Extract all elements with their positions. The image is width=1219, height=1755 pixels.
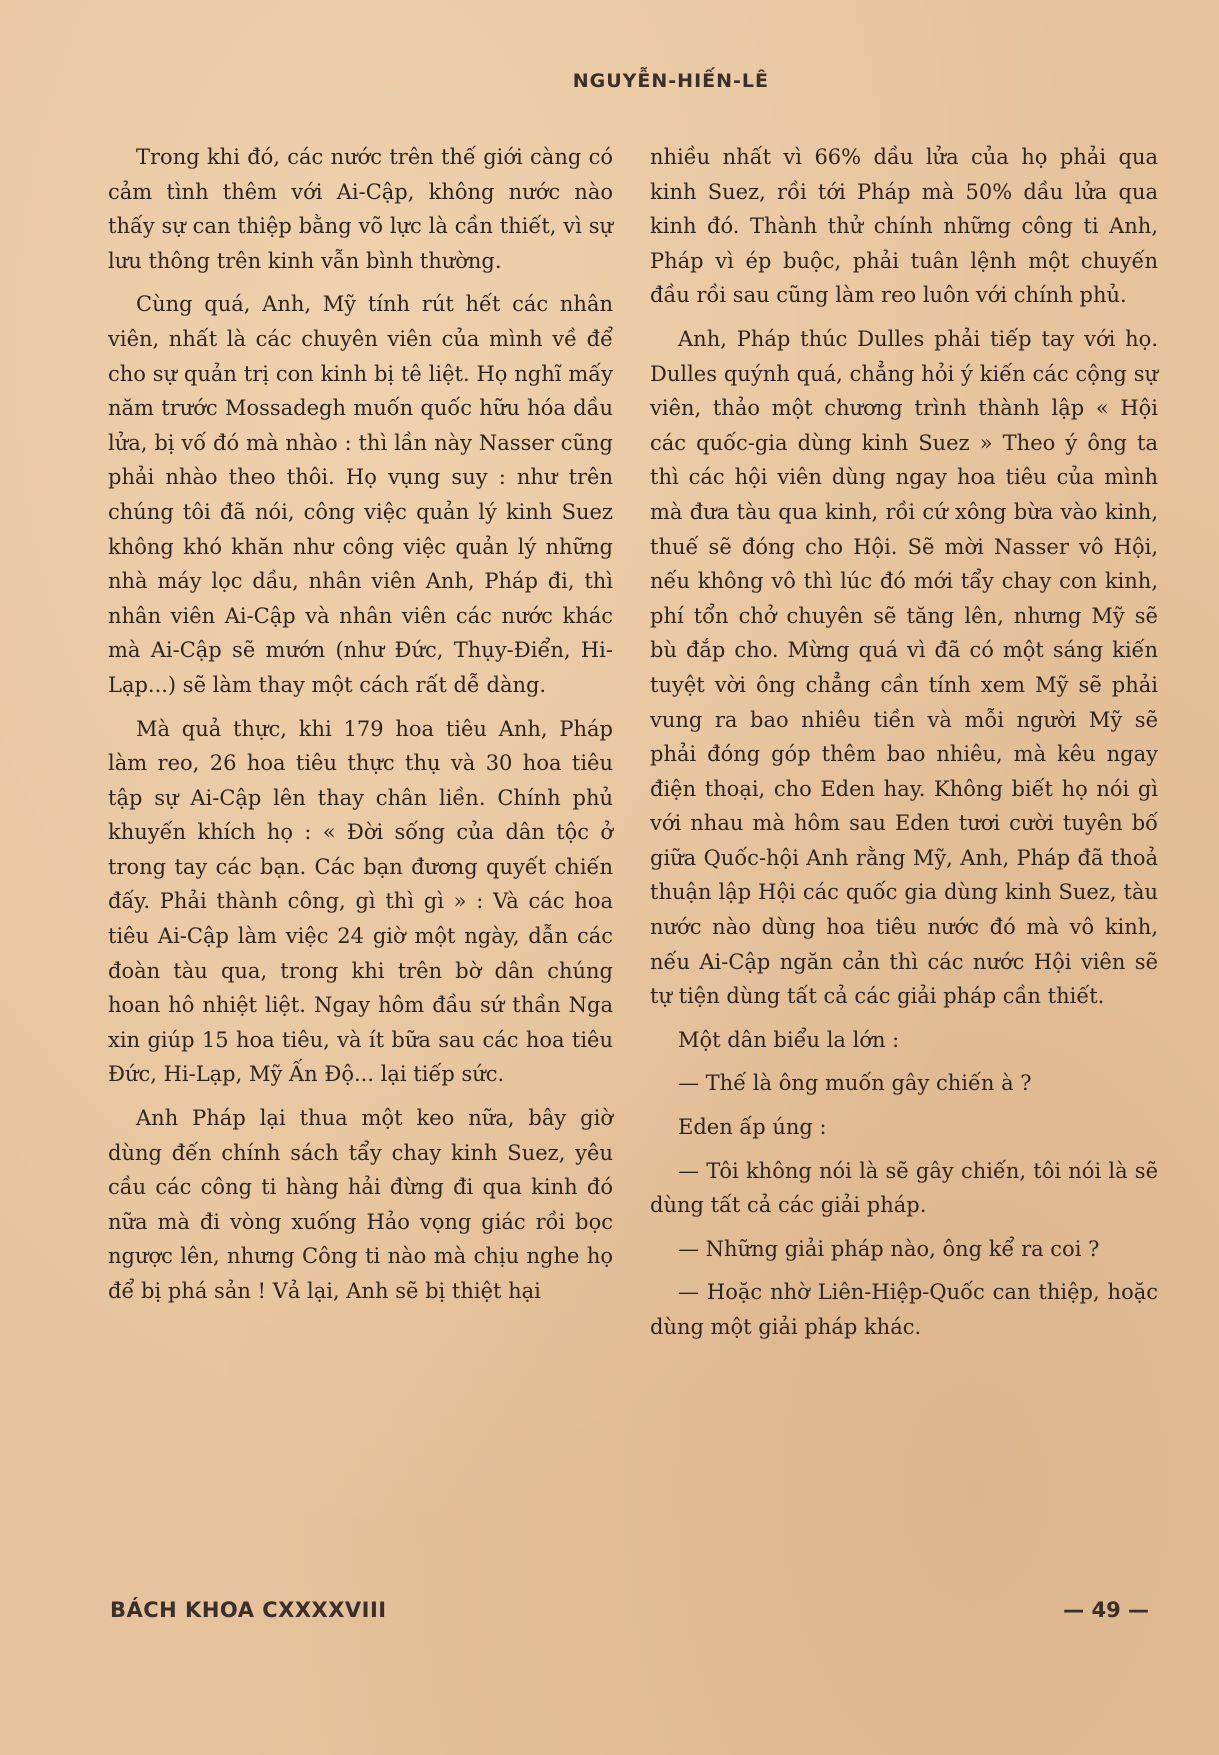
dialogue-line: — Tôi không nói là sẽ gây chiến, tôi nói là sẽ dùng tất cả các giải pháp. [650,1158,1158,1218]
footer-publication: BÁCH KHOA CXXXXVIII [110,1598,387,1622]
paragraph: Một dân biểu la lớn : [678,1027,900,1052]
paragraph: Cùng quá, Anh, Mỹ tính rút hết các nhân viên, nhất là các chuyên viên của mình về để cho sự quản trị con kinh bị tê liệt. Họ nghĩ mấy năm trước Mossadegh muốn quốc hữu hóa dầu lửa, bị vố đó mà nhào : thì lần này Nasser cũng phải nhào theo thôi. Họ vụng suy : như trên chúng tôi đã nói, công việc quản lý kinh Suez không khó khăn như công việc quản lý những nhà máy lọc dầu, nhân viên Anh, Pháp đi, thì nhân viên Ai-Cập và nhân viên các nước khác mà Ai-Cập sẽ mướn (như Đức, Thụy-Điển, Hi-Lạp...) sẽ làm thay một cách rất dễ dàng. [108,292,613,697]
left-text-column [108,140,613,1318]
paragraph: Mà quả thực, khi 179 hoa tiêu Anh, Pháp làm reo, 26 hoa tiêu thực thụ và 30 hoa tiêu tập sự Ai-Cập lên thay chân liền. Chính phủ khuyến khích họ : « Đời sống của dân tộc ở trong tay các bạn. Các bạn đương quyết chiến đấy. Phải thành công, gì thì gì » : Và các hoa tiêu Ai-Cập làm việc 24 giờ một ngày, dẫn các đoàn tàu qua, trong khi trên bờ dân chúng hoan hô nhiệt liệt. Ngay hôm đầu sứ thần Nga xin giúp 15 hoa tiêu, và ít bữa sau các hoa tiêu Đức, Hi-Lạp, Mỹ Ấn Độ... lại tiếp sức. [108,716,613,1087]
paragraph: Anh Pháp lại thua một keo nữa, bây giờ dùng đến chính sách tẩy chay kinh Suez, yêu cầu các công ti hàng hải đừng đi qua kinh đó nữa mà đi vòng xuống Hảo vọng giác rồi bọc ngược lên, nhưng Công ti nào mà chịu nghe họ để bị phá sản ! Vả lại, Anh sẽ bị thiệt hại [108,1106,613,1303]
paragraph: nhiều nhất vì 66% dầu lửa của họ phải qua kinh Suez, rồi tới Pháp mà 50% dầu lửa qua kinh đó. Thành thử chính những công ti Anh, Pháp vì ép buộc, phải tuân lệnh một chuyến đầu rồi sau cũng làm reo luôn với chính phủ. [650,145,1158,308]
dialogue-line: — Hoặc nhờ Liên-Hiệp-Quốc can thiệp, hoặc dùng một giải pháp khác. [650,1280,1158,1339]
dialogue-line: — Thế là ông muốn gây chiến à ? [678,1071,1032,1096]
paragraph: Anh, Pháp thúc Dulles phải tiếp tay với họ. Dulles quýnh quá, chẳng hỏi ý kiến các cộng sự viên, thảo một chương trình thành lập « Hội các quốc-gia dùng kinh Suez » Theo ý ông ta thì các hội viên dùng ngay hoa tiêu của mình mà đưa tàu qua kinh, rồi cứ xông bừa vào kinh, thuế sẽ đóng cho Hội. Sẽ mời Nasser vô Hội, nếu không vô thì lúc đó mới tẩy chay con kinh, phí tổn chở chuyên sẽ tăng lên, nhưng Mỹ sẽ bù đắp cho. Mừng quá vì đã có một sáng kiến tuyệt vời ông chẳng cần tính xem Mỹ sẽ phải vung ra bao nhiêu tiền và mỗi người Mỹ sẽ phải đóng góp thêm bao nhiêu, mà kêu ngay điện thoại, cho Eden hay. Không biết họ nói gì với nhau mà hôm sau Eden tươi cười tuyên bố giữa Quốc-hội Anh rằng Mỹ, Anh, Pháp đã thoả thuận lập Hội các quốc gia dùng kinh Suez, tàu nước nào dùng hoa tiêu nước đó mà vô kinh, nếu Ai-Cập ngăn cản thì các nước Hội viên sẽ tự tiện dùng tất cả các giải pháp cần thiết. [650,326,1158,1009]
dialogue-line: — Những giải pháp nào, ông kể ra coi ? [678,1236,1100,1261]
page-number: — 49 — [1063,1598,1149,1622]
paragraph: Trong khi đó, các nước trên thế giới càng có cảm tình thêm với Ai-Cập, không nước nào thấy sự can thiệp bằng võ lực là cần thiết, vì sự lưu thông trên kinh vẫn bình thường. [108,145,613,273]
right-text-column [650,140,1158,1354]
paragraph: Eden ấp úng : [678,1115,827,1140]
running-header-author: NGUYỄN-HIẾN-LÊ [572,70,769,92]
